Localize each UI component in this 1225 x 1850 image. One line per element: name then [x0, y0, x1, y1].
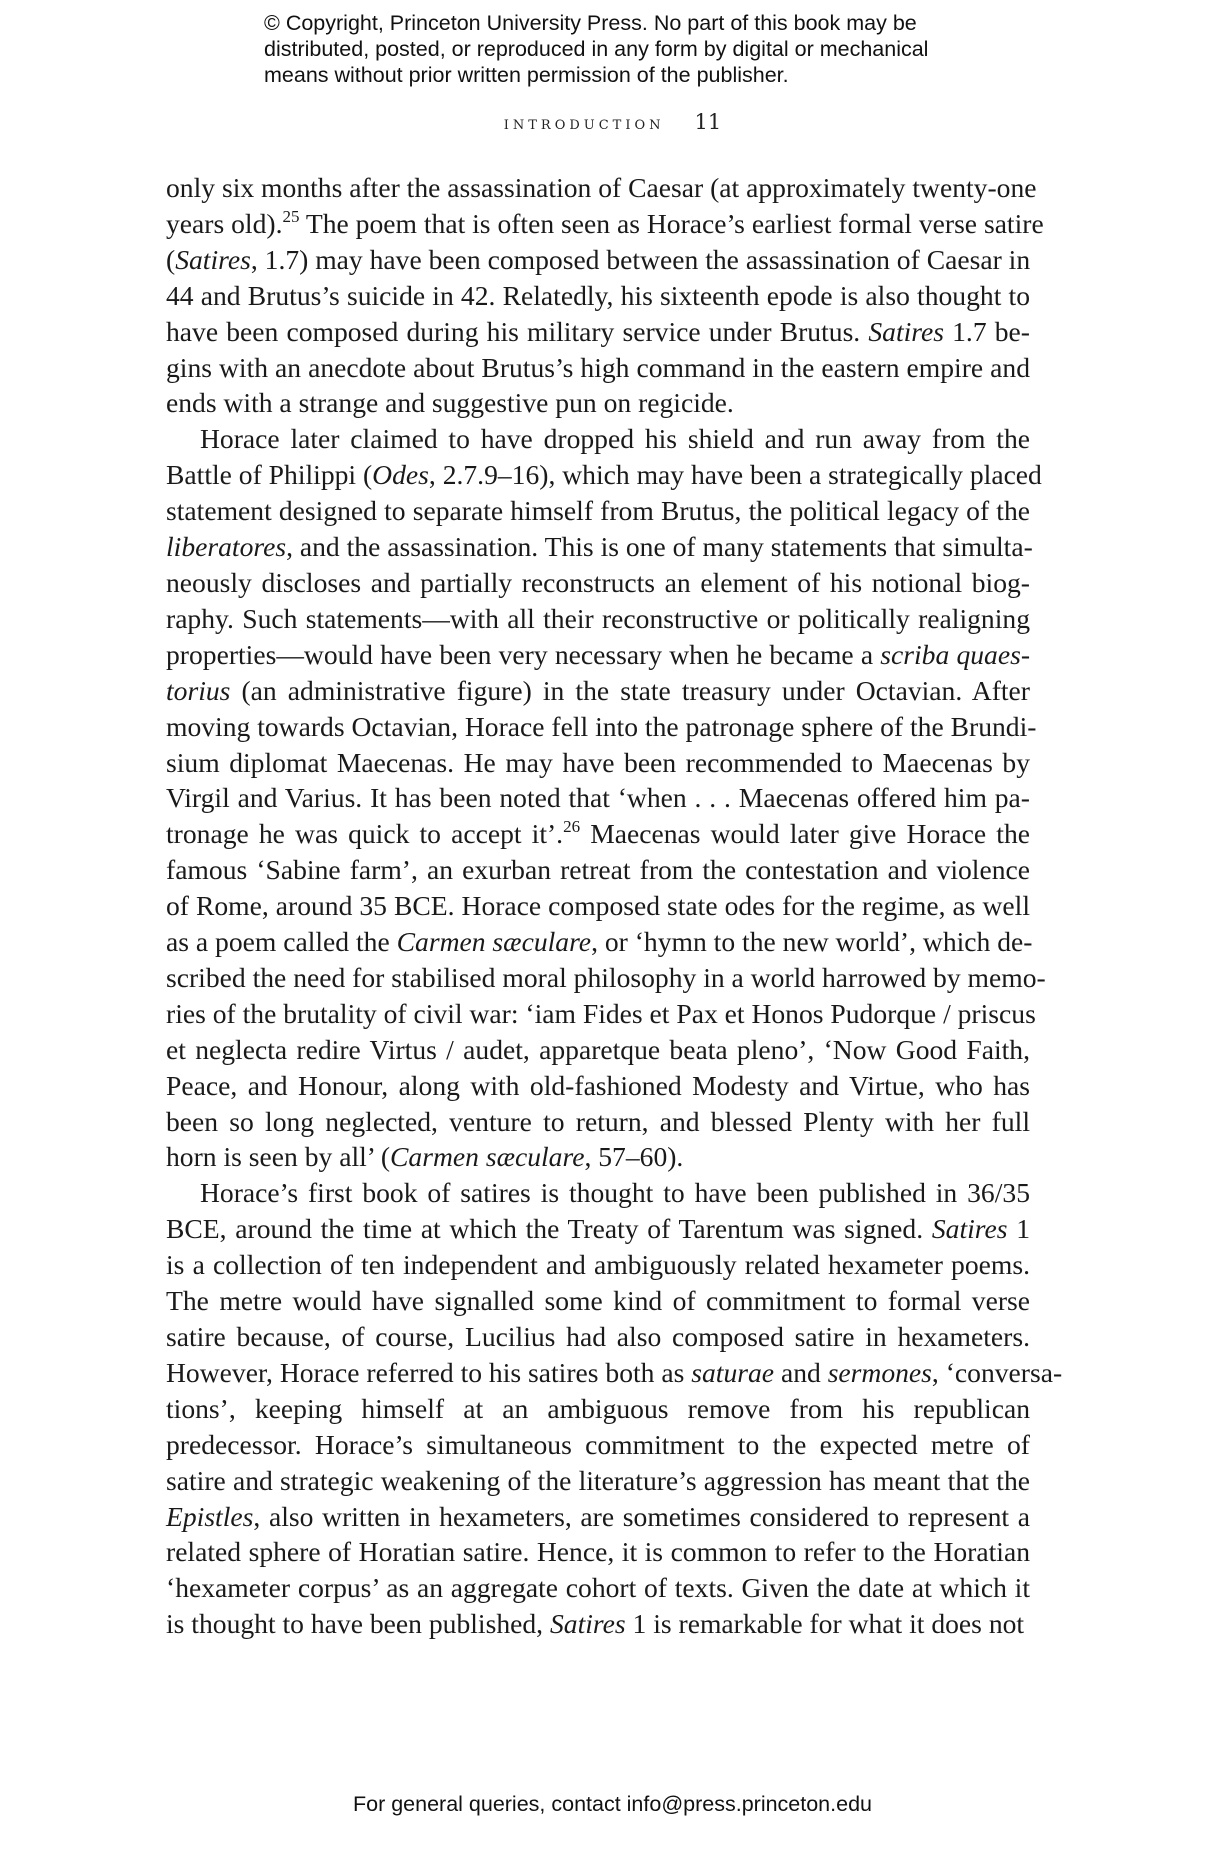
text-line: ‘hexameter corpus’ as an aggregate cohort of texts. Given the date at which it	[166, 1572, 1030, 1604]
text-line: tions’, keeping himself at an ambiguous remove from his republican	[166, 1392, 1030, 1424]
italic-text: Satires	[868, 315, 944, 347]
text-line: scribed the need for stabilised moral philosophy in a world harrowed by memo-	[166, 961, 1046, 993]
paragraph-1	[166, 170, 1044, 421]
italic-text: torius	[166, 674, 231, 706]
text-line: famous ‘Sabine farm’, an exurban retreat from the contestation and violence	[166, 854, 1030, 886]
italic-text: Satires	[175, 243, 251, 275]
copyright-notice	[264, 10, 1024, 88]
text-line: statement designed to separate himself from Brutus, the political legacy of the	[166, 495, 1030, 527]
text-line: neously discloses and partially reconstructs an element of his notional biog-	[166, 566, 1030, 598]
page-number: 11	[694, 110, 722, 134]
paragraph-3	[166, 1175, 1063, 1642]
italic-text: liberatores	[166, 531, 287, 563]
footer-contact: For general queries, contact info@press.princeton.edu	[352, 1792, 872, 1816]
text-line: The metre would have signalled some kind of commitment to formal verse	[166, 1285, 1030, 1317]
text-line: ends with a strange and suggestive pun on regicide.	[166, 387, 734, 419]
text-line: years old).$^{25}$ The poem that is often seen as Horace’s earliest formal verse satire	[166, 206, 1044, 239]
footnote-reference: 26	[563, 817, 581, 837]
text-line: Battle of Philippi (Odes, 2.7.9–16), which may have been a strategically placed	[166, 459, 1042, 491]
text-line: moving towards Octavian, Horace fell into the patronage sphere of the Brundi-	[166, 710, 1037, 742]
running-head-title: introduction	[503, 112, 665, 134]
text-line: BCE, around the time at which the Treaty of Tarentum was signed. Satires 1	[166, 1213, 1030, 1245]
text-line: of Rome, around 35 BCE. Horace composed state odes for the regime, as well	[166, 890, 1030, 922]
text-line: torius (an administrative figure) in the state treasury under Octavian. After	[166, 674, 1030, 706]
copyright-line-3: means without prior written permission of the publisher.	[264, 63, 789, 87]
text-line: Peace, and Honour, along with old-fashioned Modesty and Virtue, who has	[166, 1069, 1030, 1101]
italic-text: sermones	[827, 1356, 932, 1388]
italic-text: saturae	[691, 1356, 775, 1388]
italic-text: Carmen sæculare	[390, 1141, 585, 1173]
text-line: gins with an anecdote about Brutus’s high command in the eastern empire and	[166, 351, 1030, 383]
text-line: only six months after the assassination of Caesar (at approximately twenty-one	[166, 172, 1037, 203]
italic-text: Odes	[372, 459, 429, 491]
italic-text: Satires	[931, 1213, 1008, 1245]
body-text	[166, 170, 1063, 1642]
copyright-line-2: distributed, posted, or reproduced in any form by digital or mechanical	[264, 37, 929, 61]
italic-text: Epistles	[166, 1500, 254, 1532]
copyright-line-1: © Copyright, Princeton University Press. No part of this book may be	[264, 11, 917, 35]
text-line: Epistles, also written in hexameters, are sometimes considered to represent a	[166, 1500, 1030, 1532]
text-line: satire because, of course, Lucilius had also composed satire in hexameters.	[166, 1321, 1030, 1352]
text-line: properties—would have been very necessary when he became a scriba quaes-	[166, 638, 1031, 670]
text-line: Horace later claimed to have dropped his shield and run away from the	[200, 423, 1030, 455]
italic-text: Carmen sæculare	[396, 926, 592, 958]
text-line: is a collection of ten independent and ambiguously related hexameter poems.	[166, 1249, 1030, 1281]
text-line: have been composed during his military service under Brutus. Satires 1.7 be-	[166, 315, 1030, 347]
text-line: satire and strategic weakening of the literature’s aggression has meant that the	[166, 1464, 1030, 1496]
text-line: ries of the brutality of civil war: ‘iam Fides et Pax et Honos Pudorque / priscus	[166, 997, 1036, 1029]
text-line: (Satires, 1.7) may have been composed between the assassination of Caesar in	[166, 243, 1031, 275]
text-line: horn is seen by all’ (Carmen sæculare, 57–60).	[166, 1141, 684, 1173]
italic-text: scriba quaes-	[880, 638, 1031, 670]
text-line: related sphere of Horatian satire. Hence, it is common to refer to the Horatian	[166, 1536, 1030, 1568]
text-line: predecessor. Horace’s simultaneous commitment to the expected metre of	[166, 1428, 1030, 1460]
text-line: 44 and Brutus’s suicide in 42. Relatedly, his sixteenth epode is also thought to	[166, 279, 1030, 311]
text-line: liberatores, and the assassination. This is one of many statements that simulta-	[166, 531, 1033, 563]
text-line: Virgil and Varius. It has been noted that ‘when . . . Maecenas offered him pa-	[166, 782, 1030, 814]
text-line: sium diplomat Maecenas. He may have been recommended to Maecenas by	[166, 746, 1030, 778]
paragraph-2	[166, 421, 1046, 1175]
text-line: However, Horace referred to his satires both as saturae and sermones, ‘conversa-	[166, 1356, 1063, 1388]
text-line: et neglecta redire Virtus / audet, apparetque beata pleno’, ‘Now Good Faith,	[166, 1033, 1030, 1065]
footnote-reference: 25	[282, 206, 300, 226]
text-line: raphy. Such statements—with all their reconstructive or politically realigning	[166, 602, 1030, 634]
text-line: been so long neglected, venture to return, and blessed Plenty with her full	[166, 1105, 1030, 1137]
text-line: tronage he was quick to accept it’.$^{26}$ Maecenas would later give Horace the	[166, 817, 1030, 850]
italic-text: Satires	[549, 1608, 626, 1640]
text-line: as a poem called the Carmen sæculare, or ‘hymn to the new world’, which de-	[166, 926, 1033, 958]
running-head	[0, 110, 1225, 134]
text-line: Horace’s first book of satires is thought to have been published in 36/35	[200, 1177, 1030, 1209]
text-line: is thought to have been published, Satires 1 is remarkable for what it does not	[166, 1608, 1025, 1640]
